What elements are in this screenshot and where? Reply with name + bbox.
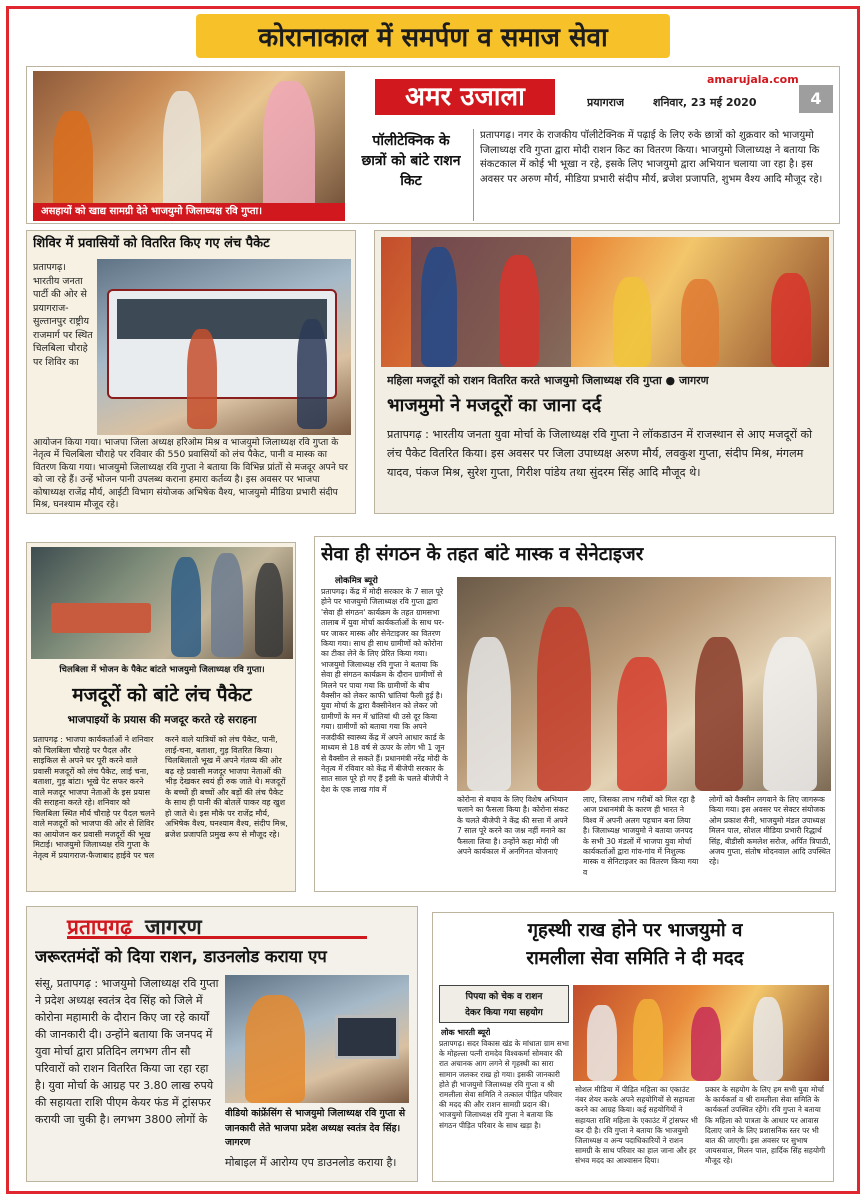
masks-clipping (314, 536, 836, 892)
jagran-ration-clipping (26, 906, 418, 1182)
ramleela-headline-line2: रामलीला सेवा समिति ने दी मदद (526, 948, 744, 969)
ration-distribution-photo (33, 71, 345, 221)
ramleela-body-col2: सोशल मीडिया में पीड़ित महिला का एकाउंट नंबर शेयर करके अपने सहयोगियों से सहायता करने का आग्रह किया। कई सहयोगियों ने सहायता राशि महिला के एकाउंट में ट्रांसफर भी कर दी है। रवि गुप्ता ने बताया कि भाजयुमो जिलाध्यक्ष व अन्य पदाधिकारियों ने राशन सामग्री के साथ परिवार का हाल जाना और हर संभव मदद का आश्वासन दिया। (575, 1085, 698, 1166)
workers-lunch-body-left: प्रतापगढ़ : भाजपा कार्यकर्ताओं ने शनिवार को चिलबिला चौराहे पर पैदल और साइकिल से अपने घर पूरी करने वाले प्रवासी मजदूरों को लंच पैकेट, लाई चना, बताशा, गुड़ बांटा। भूखे पेट सफर करने वाले मजदूर भाजपा नेताओं के इस प्रयास की सराहना करते रहे। शनिवार को चिलबिला स्थित मौर्य चौराहे पर पैदल चलने वाले मजदूरों को भाजपा की ओर से शिविर का आयोजन कर प्रवासी मजदूरों की भूख मिटाई। भाजयुमो जिलाध्यक्ष रवि गुप्ता के नेतृत्व में प्रयागराज-फैजाबाद हाईवे पर चल (33, 735, 155, 860)
polytechnic-headline: पॉलीटेक्निक के छात्रों को बांटे राशन किट (361, 133, 461, 189)
ration-app-headline: जरूरतमंदों को दिया राशन, डाउनलोड कराया एप (35, 947, 327, 966)
ramleela-byline: लोक भारती ब्यूरो (441, 1028, 491, 1037)
masks-body-col4: लोगों को वैक्सीन लगवाने के लिए जागरूक किया गया। इस अवसर पर सेक्टर संयोजक ओम प्रकाश सैनी, भाजयुमो मंडल उपाध्यक्ष मिलन पाल, सोशल मीडिया प्रभारी रिद्धार्थ सिंह, बीडीसी कमलेश सरोज, अर्पित त्रिपाठी, अजय गुप्ता, संतोष मोदनवाल आदि उपस्थित रहे। (709, 795, 831, 867)
ramleela-body-col3: प्रकार के सहयोग के लिए हम सभी युवा मोर्चा के कार्यकर्ता व श्री रामलीला सेवा समिति के कार्यकर्ता उपस्थित रहेंगे। रवि गुप्ता ने बताया कि महिला को पात्रता के आधार पर आवास दिलाए जाने के लिए प्रशासनिक स्तर पर भी बात की जाएगी। इस अवसर पर सुभाष जायसवाल, मिलन पाल, हार्दिक सिंह सहयोगी मौजूद रहे। (705, 1085, 826, 1166)
inset-line2: देकर किया गया सहयोग (465, 1008, 543, 1018)
polytechnic-body: प्रतापगढ़। नगर के राजकीय पॉलीटेक्निक में पढ़ाई के लिए रुके छात्रों को शुक्रवार को भाजयुमो जिलाध्यक्ष रवि गुप्ता द्वारा मोदी राशन किट का वितरण किया। भाजयुमो जिलाध्यक्ष ने बताया कि संकटकाल में कोई भी भूखा न रहे, इसके लिए भाजयुमो द्वारा अभियान चलाया जा रहा है। इस अवसर पर अरुण मौर्य, मीडिया प्रभारी संदीप मौर्य, ब्रजेश प्रजापति, शुभम वैश्य आदि मौजूद रहे। (473, 129, 835, 221)
ramleela-inset-box (439, 985, 569, 1023)
inset-line1: पिपया को चेक व राशन (465, 992, 543, 1002)
page-number-badge: 4 (799, 85, 833, 113)
women-photo-caption: महिला मजदूरों को राशन वितरित करते भाजयुमो जिलाध्यक्ष रवि गुप्ता ● जागरण (387, 374, 709, 387)
photo-caption: असहायों को खाद्य सामग्री देते भाजयुमो जिलाध्यक्ष रवि गुप्ता। (33, 203, 345, 221)
page-title: कोरानाकाल में समर्पण व समाज सेवा (196, 14, 670, 58)
lunch-packets-headline: शिविर में प्रवासियों को वितरित किए गए लंच पैकेट (33, 236, 270, 251)
workers-pain-body: प्रतापगढ़ : भारतीय जनता युवा मोर्चा के जिलाध्यक्ष रवि गुप्ता ने लॉकडाउन में राजस्थान से आए मजदूरों को लंच पैकेट वितरित किया। इस अवसर पर जिला उपाध्यक्ष अरुण मौर्य, लवकुश गुप्ता, संदीप मिश्र, मंगलम यादव, पंकज मिश्र, सुरेश गुप्ता, गिरीश पांडेय तथा सुंदरम सिंह आदि मौजूद थे। (387, 428, 813, 479)
masthead-paper: जागरण (145, 915, 202, 939)
masks-body-col2: कोरोना से बचाव के लिए विशेष अभियान चलाने का फैसला किया है। कोरोना संकट के चलते बीजेपी ने केंद्र की सत्ता में अपने 7 साल पूरे करने का जश्न नहीं मनाने का फैसला लिया है। उन्होंने कहा मोदी जी अपने कार्यकाल में अनगिनत योजनाएं (457, 795, 569, 857)
lunch-packets-body: आयोजन किया गया। भाजपा जिला अध्यक्ष हरिओम मिश्र व भाजयुमो जिलाध्यक्ष रवि गुप्ता के नेतृत्व में चिलबिला चौराहे पर रविवार की 550 प्रवासियों को लंच पैकेट, पानी व मास्क का वितरण किया गया। भाजयुमो जिलाध्यक्ष रवि गुप्ता ने बताया कि विभिन्न प्रांतों से मजदूर अपने घर को जा रहे हैं। उन्हें भोजन पानी उपलब्ध कराना हमारा कर्तव्य है। इस अवसर पर भाजपा कोषाध्यक्ष राजेंद्र मौर्य, आईटी विभाग संयोजक अभिषेक वैश्य, भाजयुमो मीडिया प्रभारी संदीप मिश्र, घनश्याम मौजूद रहे। (33, 437, 348, 511)
chilbila-photo (31, 547, 293, 659)
masks-body-col1: प्रतापगढ़। केंद्र में मोदी सरकार के 7 साल पूरे होने पर भाजयुमो जिलाध्यक्ष रवि गुप्ता द्वारा 'सेवा ही संगठन' कार्यक्रम के तहत ग्रामसभा तालाब में युवा मोर्चा कार्यकर्ताओं के साथ घर-घर जाकर मास्क और सेनेटाइजर का वितरण किया गया। साथ ही साथ ग्रामीणों को कोरोना का टीका लेने के लिए प्रेरित किया गया। भाजयुमो जिलाध्यक्ष रवि गुप्ता ने बताया कि सेवा ही संगठन कार्यक्रम के दौरान ग्रामीणों से मिलने पर पाया गया कि ग्रामीणों के बीच वैक्सीन को लेकर काफी भ्रांतियां फैली हुई है। युवा मोर्चा के द्वारा वैक्सीनेशन को लेकर जो ग्रामीणों के मन में भ्रांतियां थी उसे दूर किया गया। ग्रामीणों को बताया गया कि अपने नजदीकी स्वास्थ्य केंद्र में अपने आधार कार्ड के माध्यम से 18 वर्ष से ऊपर के लोग भी 1 जून से वैक्सीन ले सकते हैं। प्रधानमंत्री नरेंद्र मोदी के नेतृत्व में रविवार को केंद्र में बीजेपी सरकार के सात साल पूरे हो गए हैं इसी के चलते बीजेपी ने देश के एक लाख गांव में (321, 587, 449, 794)
lunch-packets-side-text: प्रतापगढ़। भारतीय जनता पार्टी की ओर से प्रयागराज-सुल्तानपुर राष्ट्रीय राजमार्ग पर स्थित चिलबिला चौराहे पर शिविर का (33, 262, 93, 368)
workers-lunch-headline: मजदूरों को बांटे लंच पैकेट (72, 684, 252, 706)
video-conference-photo (225, 975, 409, 1103)
amar-ujala-logo: अमर उजाला (375, 79, 555, 115)
workers-pain-headline: भाजमुमो ने मजदूरों का जाना दर्द (387, 395, 602, 416)
ration-app-tail: मोबाइल में आरोग्य एप डाउनलोड कराया है। (225, 1156, 397, 1169)
jagran-masthead (67, 913, 367, 939)
masks-byline: लोकमित्र ब्यूरो (335, 576, 378, 586)
workers-lunch-body-right: करने वाले यात्रियों को लंच पैकेट, पानी, लाई-चना, बताशा, गुड़ वितरित किया। चिलबिलातो भूख में अपने गंतव्य की ओर बढ़ रहे प्रवासी मजदूर भाजपा नेताओं की भीड़ देखकर स्वयं ही रुक जाते थे। मजदूरों के बच्चों ही बच्चों और बड़ों की लंच पैकेट के साथ ही पानी की बोतलें पाकर वह खुश हो जाते थे। इस मौके पर राजेंद्र मौर्य, अभिषेक वैश्य, घनश्याम वैश्य, संदीप मिश्र, ब्रजेश प्रजापति प्रमुख रूप से मौजूद रहे। (165, 735, 288, 839)
website: amarujala.com (707, 73, 799, 86)
bus-photo (97, 259, 351, 435)
ramleela-headline-line1: गृहस्थी राख होने पर भाजयुमो व (527, 920, 743, 941)
ration-app-body: संसू, प्रतापगढ़ : भाजयुमो जिलाध्यक्ष रवि गुप्ता ने प्रदेश अध्यक्ष स्वतंत्र देव सिंह को जिले में कोरोना महामारी के दौरान किए जा रहे कार्यों की जानकारी दी। उन्होंने बताया कि जनपद में युवा मोर्चा द्वारा प्रतिदिन लगभग तीन सौ परिवारों को राशन वितरित किया जा रहा रहा है। युवा मोर्चा के आग्रह पर 3.80 लाख रुपये की सहायता राशि पीएम केयर फंड में ट्रांसफर करायी जा चुकी है। लगभग 3800 लोगों के (35, 977, 219, 1126)
city-name: प्रयागराज (587, 96, 625, 109)
workers-lunch-clipping (26, 542, 296, 892)
masks-body-col3: लाए, जिसका लाभ गरीबों को मिल रहा है आज प्रधानमंत्री के कारण ही भारत ने विश्व में अपनी अलग पहचान बना लिया है। जिलाध्यक्ष भाजयुमो ने बताया जनपद के सभी 30 मंडलों में भाजपा युवा मोर्चा कार्यकर्ताओं द्वारा गांव-गांव में निशुल्क मास्क व सेनिटाइजर का वितरण किया गया व (583, 795, 699, 877)
amar-ujala-clipping (26, 66, 840, 224)
chilbila-photo-caption: चिलबिला में भोजन के पैकेट बांटते भाजयुमो जिलाध्यक्ष रवि गुप्ता। (59, 665, 265, 675)
issue-date: शनिवार, 23 मई 2020 (653, 96, 757, 109)
ramleela-photo (573, 985, 829, 1081)
jagran-women-clipping (374, 230, 834, 514)
lunch-packets-clipping (26, 230, 356, 514)
masks-headline: सेवा ही संगठन के तहत बांटे मास्क व सेनेटाइजर (321, 544, 644, 565)
workers-lunch-subhead: भाजपाइयों के प्रयास की मजदूर करते रहे सराहना (67, 714, 257, 726)
ramleela-body-col1: प्रतापगढ़। सदर विकास खंड के मांधाता ग्राम सभा के मोहल्ला पत्नी रामदेव विश्वकर्मा सोमवार की रात अचानक आग लगने से गृहस्थी का सारा सामान जलकर राख हो गया। इसकी जानकारी होते ही भाजयुमो जिलाध्यक्ष रवि गुप्ता व श्री रामलीला सेवा समिति ने तत्काल पीड़ित परिवार की मदद की और राशन सामग्री प्रदान की। भाजयुमो जिलाध्यक्ष रवि गुप्ता ने बताया कि संगठन पीड़ित परिवार के साथ खड़ा है। (439, 1039, 569, 1130)
ramleela-clipping (432, 912, 834, 1182)
video-conference-caption: वीडियो कांफ्रेंसिंग से भाजयुमो जिलाध्यक्ष रवि गुप्ता से जानकारी लेते भाजपा प्रदेश अध्यक्ष स्वतंत्र देव सिंह। जागरण (225, 1108, 406, 1148)
women-workers-photo (381, 237, 829, 367)
masthead-city: प्रतापगढ़ (67, 915, 132, 939)
masks-distribution-photo (457, 577, 831, 791)
